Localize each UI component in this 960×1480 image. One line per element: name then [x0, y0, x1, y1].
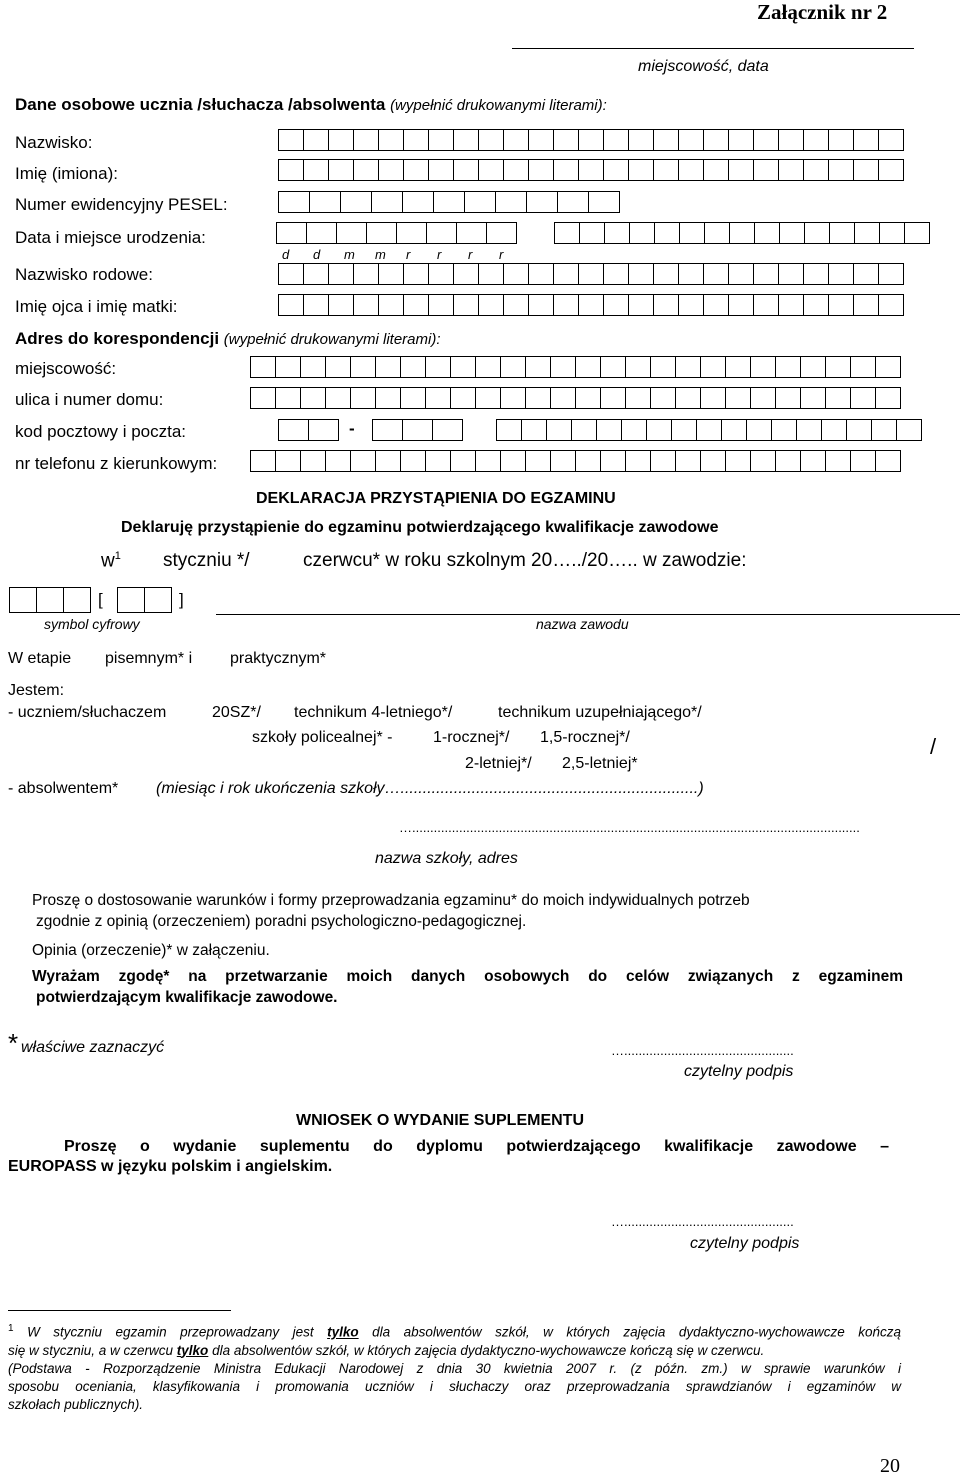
school-caption: nazwa szkoły, adres	[375, 850, 518, 867]
footnote-p1a: W styczniu egzamin przeprowadzany jest	[27, 1324, 328, 1340]
signature-dots-2[interactable]: …...............................................	[611, 1214, 794, 1229]
signature-caption-2: czytelny podpis	[690, 1235, 800, 1252]
attachment-label: Załącznik nr 2	[757, 0, 888, 24]
date-letter: m	[344, 247, 355, 262]
surname-label: Nazwisko:	[15, 133, 93, 152]
date-letter: r	[437, 247, 442, 262]
first-names-field[interactable]	[278, 159, 903, 181]
graduate-note[interactable]: (miesiąc i rok ukończenia szkoły…...................................................................)	[156, 780, 704, 797]
opinion-attached: Opinia (orzeczenie)* w załączeniu.	[32, 942, 270, 959]
option-technikum-4[interactable]: technikum 4-letniego*/	[294, 704, 453, 721]
date-format-hint	[282, 247, 530, 262]
birth-date-field[interactable]	[276, 222, 516, 244]
graduate-option[interactable]: - absolwentem*	[8, 780, 119, 797]
supplement-line1	[64, 1138, 889, 1156]
page-number: 20	[880, 1455, 900, 1477]
mark-instruction: właściwe zaznaczyć	[21, 1039, 165, 1056]
adjust-request-line1: Proszę o dostosowanie warunków i formy przeprowadzania egzaminu* do moich indywidualnych potrzeb	[32, 892, 750, 909]
stage-practical[interactable]: praktycznym*	[230, 650, 327, 667]
address-note: (wypełnić drukowanymi literami):	[223, 331, 441, 348]
city-label: miejscowość:	[15, 359, 117, 378]
declaration-title: DEKLARACJA PRZYSTĄPIENIA DO EGZAMINU	[256, 490, 616, 507]
student-option[interactable]: - uczniem/słuchaczem	[8, 704, 167, 721]
profession-line[interactable]	[216, 614, 960, 615]
footnote-p1c: dla absolwentów szkół, w których zajęcia dydaktyczno-wychowawcze kończą	[358, 1324, 901, 1340]
footnote-p2a: się w styczniu, a w czerwcu	[8, 1342, 177, 1358]
personal-data-heading	[15, 95, 607, 115]
option-20sz[interactable]: 20SZ*/	[212, 704, 261, 721]
session-w-text: w	[101, 550, 115, 572]
maiden-name-field[interactable]	[278, 263, 903, 285]
stage-written[interactable]: pisemnym* i	[105, 650, 193, 667]
footnote-line3: (Podstawa - Rozporządzenie Ministra Edukacji Narodowej z dnia 30 kwietnia 2007 r. (z późn. zm.) w sprawie warunków i	[8, 1360, 901, 1376]
footnote-p1b: tylko	[327, 1324, 359, 1340]
birth-place-field[interactable]	[554, 222, 929, 244]
date-letter: m	[375, 247, 386, 262]
declaration-subtitle: Deklaruję przystąpienie do egzaminu potwierdzającego kwalifikacje zawodowe	[121, 519, 719, 536]
footnote-line5: szkołach publicznych).	[8, 1396, 144, 1412]
supplement-title: WNIOSEK O WYDANIE SUPLEMENTU	[296, 1112, 585, 1129]
option-1-year[interactable]: 1-rocznej*/	[433, 729, 510, 746]
maiden-name-label: Nazwisko rodowe:	[15, 265, 153, 284]
symbol-field-extra[interactable]	[117, 587, 171, 613]
postcode-dash: -	[349, 419, 355, 438]
pesel-label: Numer ewidencyjny PESEL:	[15, 195, 228, 214]
asterisk-mark: *	[8, 1028, 19, 1058]
signature-dots-1[interactable]: …...............................................	[611, 1043, 794, 1058]
session-w	[101, 550, 121, 572]
street-field[interactable]	[250, 387, 900, 409]
option-2-year[interactable]: 2-letniej*/	[465, 755, 532, 772]
surname-field[interactable]	[278, 129, 903, 151]
consent-line1	[32, 968, 903, 986]
school-dots[interactable]: …............................................................................................................................	[399, 820, 860, 835]
footnote-p2c: dla absolwentów szkół, w których zajęcia dydaktyczno-wychowawcze kończą się w czerwcu.	[208, 1342, 765, 1358]
birth-label: Data i miejsce urodzenia:	[15, 228, 206, 247]
address-heading	[15, 329, 441, 349]
option-technikum-uzup[interactable]: technikum uzupełniającego*/	[498, 704, 702, 721]
session-january[interactable]: styczniu */	[163, 550, 250, 571]
footnote-p2b: tylko	[176, 1342, 209, 1358]
option-2-5-year[interactable]: 2,5-letniej*	[562, 755, 638, 772]
consent-line2: potwierdzającym kwalifikacje zawodowe.	[36, 989, 338, 1006]
supplement-line1-text: Proszę o wydanie suplementu do dyplomu potwierdzającego kwalifikacje zawodowe –	[64, 1138, 889, 1155]
city-field[interactable]	[250, 356, 900, 378]
date-letter: r	[468, 247, 473, 262]
date-letter: r	[406, 247, 411, 262]
street-label: ulica i numer domu:	[15, 390, 164, 409]
footnote-block	[8, 1320, 901, 1414]
footnote-number: 1	[8, 1323, 14, 1334]
session-june[interactable]: czerwcu* w roku szkolnym 20…../20….. w zawodzie:	[303, 550, 747, 571]
first-names-label: Imię (imiona):	[15, 164, 118, 183]
stage-label: W etapie	[8, 650, 72, 667]
date-letter: d	[282, 247, 290, 262]
symbol-caption: symbol cyfrowy	[44, 616, 140, 632]
signature-caption-1: czytelny podpis	[684, 1063, 794, 1080]
place-date-caption: miejscowość, data	[638, 58, 769, 75]
profession-caption: nazwa zawodu	[536, 616, 629, 632]
consent-line1-text: Wyrażam zgodę* na przetwarzanie moich danych osobowych do celów związanych z egzaminem	[32, 968, 903, 985]
postcode-first-field[interactable]	[278, 419, 338, 441]
post-office-field[interactable]	[496, 419, 921, 441]
address-title: Adres do korespondencji	[15, 329, 220, 348]
footnote-line2	[8, 1342, 901, 1360]
personal-data-note: (wypełnić drukowanymi literami):	[390, 97, 607, 114]
date-letter: d	[313, 247, 321, 262]
footnote-rule	[8, 1310, 231, 1311]
footnote-line1	[8, 1320, 901, 1342]
phone-label: nr telefonu z kierunkowym:	[15, 454, 218, 473]
slash-mark: /	[930, 734, 937, 759]
bracket-open: [	[98, 590, 103, 609]
postcode-label: kod pocztowy i poczta:	[15, 422, 187, 441]
phone-field[interactable]	[250, 450, 900, 472]
supplement-line2: EUROPASS w języku polskim i angielskim.	[8, 1158, 333, 1175]
bracket-close: ]	[179, 590, 184, 609]
parents-field[interactable]	[278, 294, 903, 316]
symbol-field[interactable]	[9, 587, 90, 613]
pesel-field[interactable]	[278, 191, 619, 213]
parents-label: Imię ojca i imię matki:	[15, 297, 178, 316]
option-post-secondary[interactable]: szkoły policealnej* -	[252, 729, 393, 746]
option-1-5-year[interactable]: 1,5-rocznej*/	[540, 729, 630, 746]
postcode-second-field[interactable]	[372, 419, 462, 441]
footnote-line4: sposobu oceniania, klasyfikowania i promowania uczniów i słuchaczy oraz przeprowadzania sprawdzianów i egzaminów w	[8, 1378, 901, 1394]
adjust-request-line2: zgodnie z opinią (orzeczeniem) poradni psychologiczno-pedagogicznej.	[36, 913, 527, 930]
personal-data-title: Dane osobowe ucznia /słuchacza /absolwenta	[15, 95, 386, 114]
iam-label: Jestem:	[8, 682, 65, 699]
place-date-line[interactable]	[512, 48, 914, 49]
date-letter: r	[499, 247, 504, 262]
footnote-ref: 1	[114, 550, 121, 562]
